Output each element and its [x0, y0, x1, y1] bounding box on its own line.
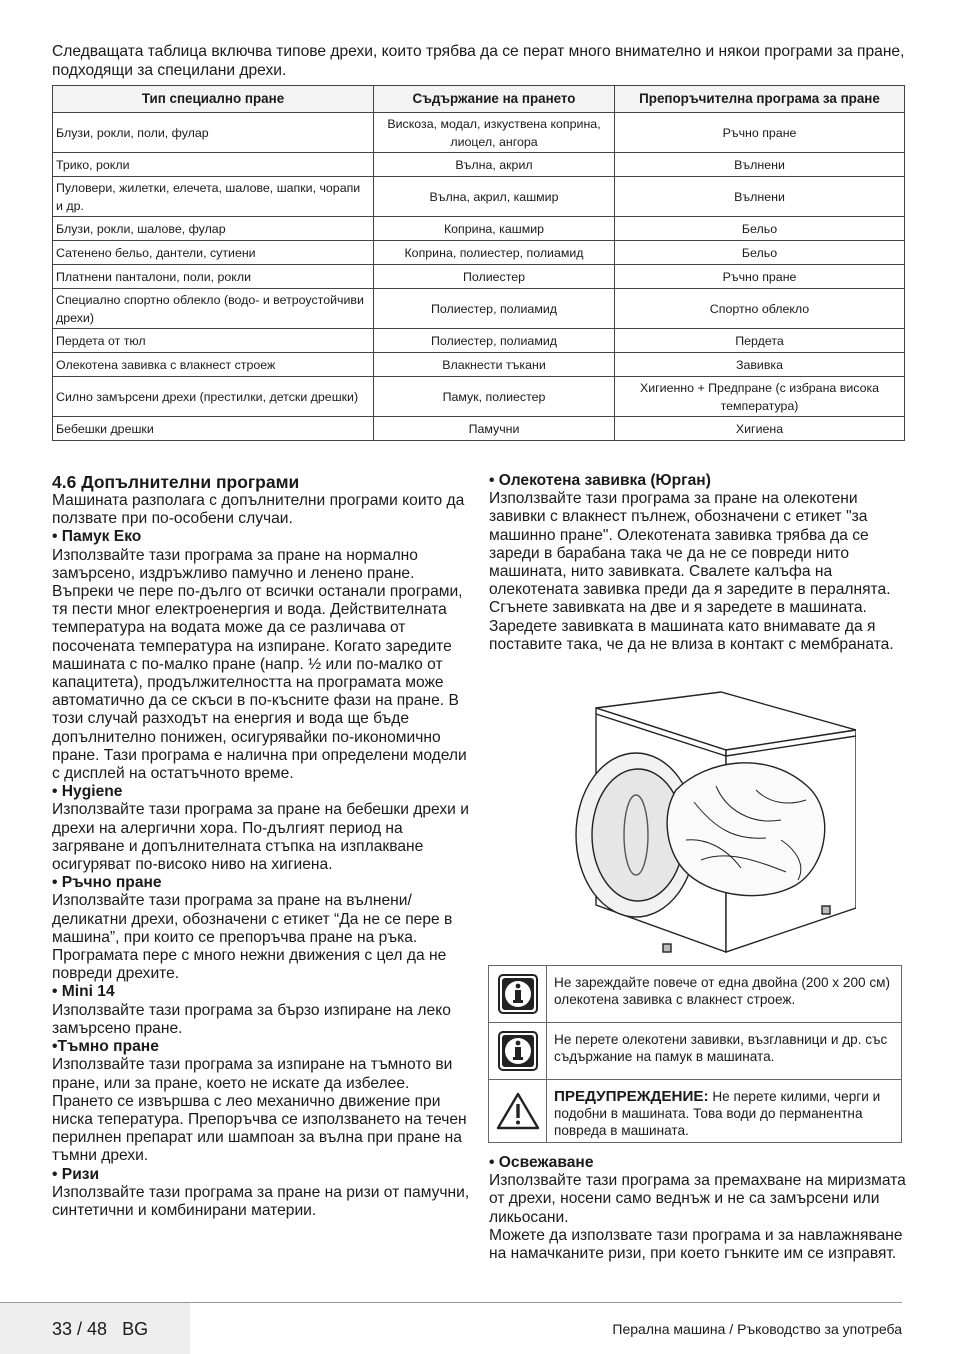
table-cell: Сатенено бельо, дантели, сутиени	[53, 241, 374, 265]
program-text: Използвайте тази програма за изпиране на тъмното ви пране, или за пране, което не искате да избелее. Прането се извършва с лео механично движение при ниска тепература. Препоръчва се използването на течен перилнен препарат или шампоан за вълна при пране на тъмни дрехи.	[52, 1056, 467, 1165]
table-row	[53, 265, 905, 289]
table-cell: Бельо	[615, 241, 905, 265]
table-row	[53, 113, 905, 153]
table-cell: Вискоза, модал, изкуствена коприна, лиоцел, ангора	[374, 113, 615, 153]
program-text: Използвайте тази програма за пране на бебешки дрехи и дрехи на алергични хора. По-дългият период на загряване и допълнителната стъпка на изплакване осигуряват по-високо ниво на хигиена.	[52, 801, 469, 874]
table-cell: Коприна, полиестер, полиамид	[374, 241, 615, 265]
warning-note	[489, 1080, 901, 1142]
program-title: • Ризи	[52, 1165, 100, 1183]
table-row	[53, 377, 905, 417]
table-row	[53, 353, 905, 377]
table-header: Съдържание на прането	[374, 86, 615, 113]
program-title: • Ръчно пране	[52, 874, 162, 892]
table-cell: Хигиена	[615, 417, 905, 441]
table-cell: Памучни	[374, 417, 615, 441]
table-row	[53, 417, 905, 441]
program-text: Използвайте тази програма за пране на вълнени/ деликатни дрехи, обозначени с етикет “Да не се пере в машина”, при които се препоръчва пране на ръка. Програмата пере с много нежни движения с цел да не повреди дрехите.	[52, 892, 453, 983]
table-cell: Вълна, акрил, кашмир	[374, 177, 615, 217]
notes-box	[488, 965, 902, 1143]
table-cell: Памук, полиестер	[374, 377, 615, 417]
table-row	[53, 329, 905, 353]
program-title: • Памук Еко	[52, 528, 142, 546]
program-title: • Олекотена завивка (Юрган)	[489, 472, 711, 489]
table-row	[53, 289, 905, 329]
table-cell: Коприна, кашмир	[374, 217, 615, 241]
note-text	[547, 1080, 901, 1142]
table-cell: Силно замърсени дрехи (престилки, детски дрешки)	[53, 377, 374, 417]
table-row	[53, 177, 905, 217]
table-cell: Вълнени	[615, 177, 905, 217]
table-cell: Завивка	[615, 353, 905, 377]
table-row	[53, 241, 905, 265]
note-text: Не перете олекотени завивки, възглавници и др. със съдържание на памук в машината.	[554, 1032, 888, 1064]
table-cell: Бельо	[615, 217, 905, 241]
table-cell: Влакнести тъкани	[374, 353, 615, 377]
footer-title: Перална машина / Ръководство за употреба	[612, 1321, 902, 1337]
language-code: BG	[122, 1319, 149, 1339]
program-text: Можете да използвате тази програма и за навлажняване на намачканите ризи, при което гънките им се изправят.	[489, 1226, 903, 1263]
footer-divider	[0, 1302, 902, 1303]
info-icon	[489, 1023, 547, 1079]
program-title: • Mini 14	[52, 983, 115, 1001]
table-header-row	[53, 86, 905, 113]
program-text: Използвайте тази програма за пране на нормално замърсено, издръжливо памучно и ленено пране. Въпреки че пере по-дълго от всички останали програми, тя пести мног електроенергия и вода. Действителната температура на водата може да се различава от посочената температура на изпиране. Когато заредите машината с по-малко пране (напр. ½ или по-малко от капацитета), продължителността на програмата може автоматично да се скъси в по-късните фази на пране. В този случай разходът на енергия и вода ще бъде допълнително понижен, осигурявайки по-икономично пране. Тази програма е налична при определени модели с дисплей на остатъчното време.	[52, 546, 467, 783]
table-cell: Пердета	[615, 329, 905, 353]
section-intro: Машината разполага с допълнителни програми които да ползвате при по-особени случаи.	[52, 492, 465, 528]
warning-icon	[489, 1080, 547, 1142]
program-text: Използвайте тази програма за бързо изпиране на леко замърсено пране.	[52, 1001, 451, 1037]
section-title: 4.6 Допълнителни програми	[52, 472, 300, 492]
table-cell: Трико, рокли	[53, 153, 374, 177]
table-cell: Платнени панталони, поли, рокли	[53, 265, 374, 289]
table-row	[53, 217, 905, 241]
info-note	[489, 1023, 901, 1080]
refresh-section	[489, 1154, 907, 1263]
table-cell: Вълна, акрил	[374, 153, 615, 177]
page-count: 33 / 48	[52, 1319, 108, 1339]
table-header: Тип специално пране	[53, 86, 374, 113]
table-cell: Полиестер, полиамид	[374, 289, 615, 329]
table-cell: Пердета от тюл	[53, 329, 374, 353]
warning-text: Не перете килими, черги и подобни в машината. Това води до перманентна повреда в машината.	[554, 1089, 881, 1138]
program-title: • Освежаване	[489, 1154, 594, 1171]
table-cell: Специално спортно облекло (водо- и ветроустойчиви дрехи)	[53, 289, 374, 329]
table-row	[53, 153, 905, 177]
table-header: Препоръчителна програма за пране	[615, 86, 905, 113]
program-title: •Тъмно пране	[52, 1038, 159, 1056]
intro-text: Следващата таблица включва типове дрехи, които трябва да се перат много внимателно и някои програми за пране, подходящи за специлани дрехи.	[52, 43, 905, 79]
table-cell: Пуловери, жилетки, елечета, шалове, шапки, чорапи и др.	[53, 177, 374, 217]
table-cell: Спортно облекло	[615, 289, 905, 329]
note-text: Не зареждайте повече от една двойна (200 x 200 см) олекотена завивка с влакнест строеж.	[554, 975, 891, 1007]
table-cell: Блузи, рокли, шалове, фулар	[53, 217, 374, 241]
program-title: • Hygiene	[52, 783, 123, 801]
table-cell: Полиестер, полиамид	[374, 329, 615, 353]
table-cell: Вълнени	[615, 153, 905, 177]
info-icon	[489, 966, 547, 1022]
page-number	[52, 1318, 148, 1340]
program-text: Използвайте тази програма за премахване на миризмата от дрехи, носени само веднъж и не са замърсени или ликьосани.	[489, 1172, 906, 1226]
table-cell: Полиестер	[374, 265, 615, 289]
washing-machine-illustration	[566, 690, 856, 954]
duvet-section	[489, 472, 907, 654]
info-note	[489, 966, 901, 1023]
warning-label: ПРЕДУПРЕЖДЕНИЕ:	[554, 1088, 709, 1105]
table-cell: Ръчно пране	[615, 265, 905, 289]
program-text: Използвайте тази програма за пране на ризи от памучни, синтетични и комбинирани материи.	[52, 1183, 470, 1219]
table-cell: Блузи, рокли, поли, фулар	[53, 113, 374, 153]
left-column	[52, 472, 472, 1220]
special-wash-table	[52, 85, 905, 441]
table-cell: Олекотена завивка с влакнест строеж	[53, 353, 374, 377]
table-cell: Ръчно пране	[615, 113, 905, 153]
program-text: Използвайте тази програма за пране на олекотени завивки с влакнест пълнеж, обозначени с етикет "за машинно пране". Олекотената завивка трябва да се зареди в барабана така че да не се повреди нито машината, нито завивката. Свалете калъфа на олекотената завивка преди да я заредите в пералнята. Сгънете завивката на две и я заредете в машината. Заредете завивката в машината като внимавате да я поставите така, че да не влиза в контакт с мембраната.	[489, 490, 894, 653]
table-cell: Бебешки дрешки	[53, 417, 374, 441]
table-cell: Хигиенно + Предпране (с избрана висока температура)	[615, 377, 905, 417]
